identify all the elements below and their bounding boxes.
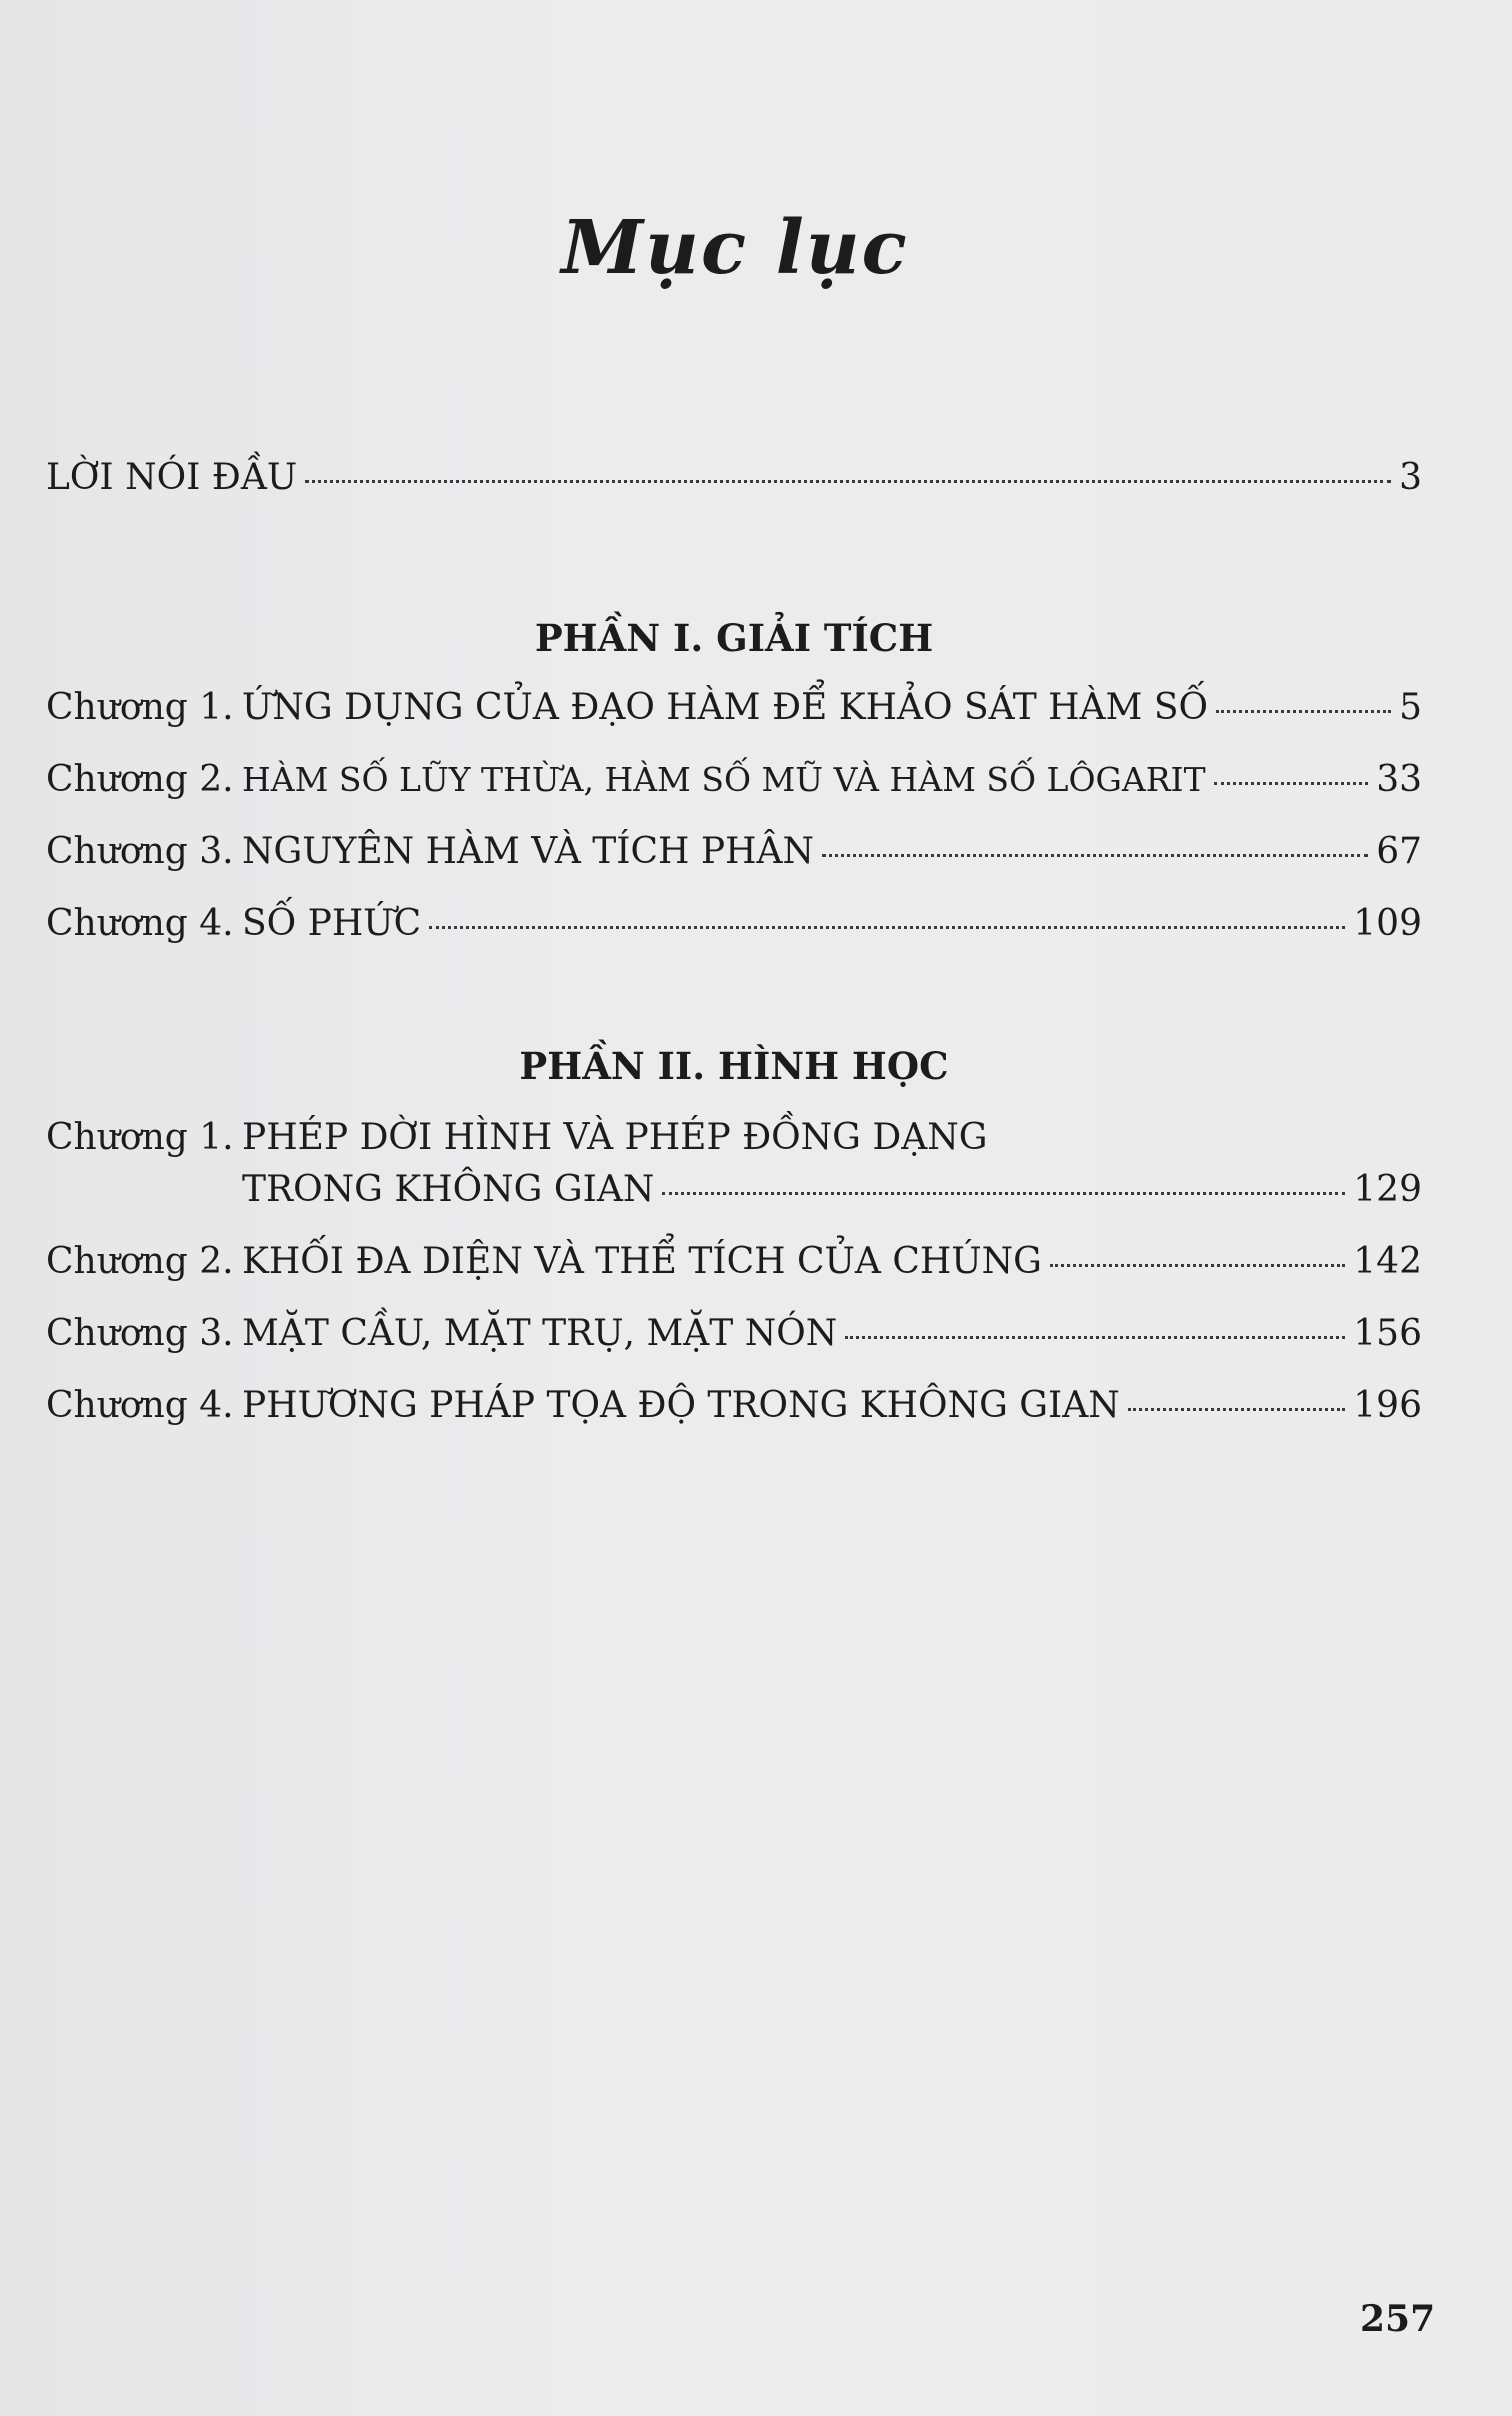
dot-leader	[1050, 1264, 1345, 1267]
dot-leader	[429, 926, 1345, 929]
toc-page-number: 142	[1353, 1241, 1422, 1282]
chapter-prefix: Chương 2.	[46, 759, 234, 800]
dot-leader	[822, 854, 1368, 857]
toc-entry	[46, 1241, 1422, 1282]
toc-page-number: 33	[1376, 759, 1422, 800]
toc-entry	[46, 1385, 1422, 1426]
toc-page-number: 156	[1353, 1313, 1422, 1354]
toc-entry-continuation	[46, 1169, 1422, 1210]
dot-leader	[845, 1336, 1345, 1339]
part-heading: PHẦN II. HÌNH HỌC	[519, 1044, 949, 1088]
toc-page-number: 109	[1353, 903, 1422, 944]
toc-page-number: 196	[1353, 1385, 1422, 1426]
toc-entry	[46, 831, 1422, 872]
chapter-prefix: Chương 3.	[46, 831, 234, 872]
chapter-prefix: Chương 4.	[46, 903, 234, 944]
page-number-folio: 257	[1360, 2298, 1436, 2340]
dot-leader	[1216, 710, 1391, 713]
dot-leader	[1214, 782, 1369, 785]
chapter-title: MẶT CẦU, MẶT TRỤ, MẶT NÓN	[242, 1313, 838, 1354]
toc-entry	[46, 1117, 1422, 1158]
chapter-title: HÀM SỐ LŨY THỪA, HÀM SỐ MŨ VÀ HÀM SỐ LÔGARIT	[242, 760, 1206, 799]
toc-page-number: 129	[1353, 1169, 1422, 1210]
toc-entry	[46, 759, 1422, 800]
toc-page-number: 67	[1376, 831, 1422, 872]
dot-leader	[305, 480, 1391, 483]
part-heading: PHẦN I. GIẢI TÍCH	[534, 616, 934, 660]
toc-entry-preface	[46, 457, 1422, 498]
toc-entry	[46, 687, 1422, 728]
chapter-title: PHÉP DỜI HÌNH VÀ PHÉP ĐỒNG DẠNG	[242, 1117, 988, 1158]
dot-leader	[662, 1192, 1345, 1195]
chapter-title: NGUYÊN HÀM VÀ TÍCH PHÂN	[242, 831, 815, 872]
chapter-title: PHƯƠNG PHÁP TỌA ĐỘ TRONG KHÔNG GIAN	[242, 1385, 1120, 1426]
chapter-title: SỐ PHỨC	[242, 903, 422, 944]
toc-page-number: 5	[1399, 687, 1422, 728]
chapter-prefix: Chương 1.	[46, 687, 234, 728]
toc-entry	[46, 1313, 1422, 1354]
chapter-prefix: Chương 1.	[46, 1117, 234, 1158]
dot-leader	[1128, 1408, 1346, 1411]
toc-entry-label: LỜI NÓI ĐẦU	[46, 457, 298, 498]
chapter-prefix: Chương 3.	[46, 1313, 234, 1354]
chapter-title-continuation: TRONG KHÔNG GIAN	[242, 1169, 655, 1210]
chapter-prefix: Chương 2.	[46, 1241, 234, 1282]
toc-page-number: 3	[1399, 457, 1422, 498]
chapter-title: ỨNG DỤNG CỦA ĐẠO HÀM ĐỂ KHẢO SÁT HÀM SỐ	[242, 687, 1209, 728]
chapter-prefix: Chương 4.	[46, 1385, 234, 1426]
toc-entry	[46, 903, 1422, 944]
page-title: Mục lục	[561, 205, 909, 291]
chapter-title: KHỐI ĐA DIỆN VÀ THỂ TÍCH CỦA CHÚNG	[242, 1241, 1042, 1282]
